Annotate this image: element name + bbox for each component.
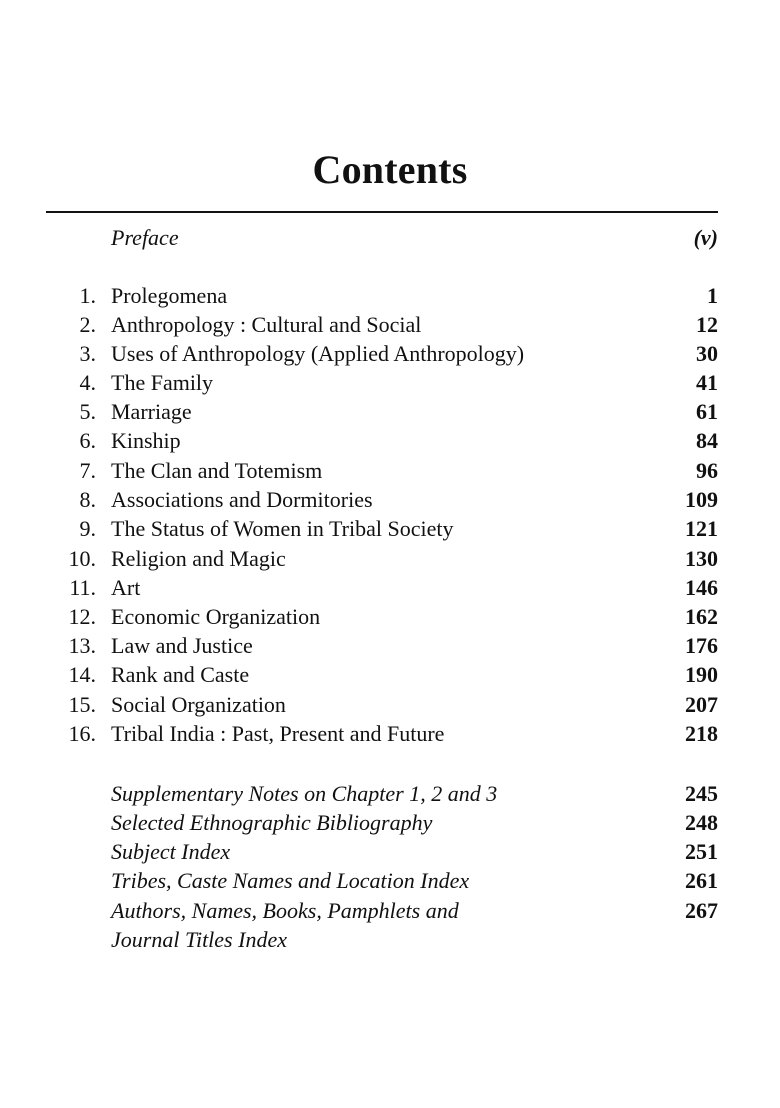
toc-chapter-14[interactable] [0, 660, 780, 689]
chapter-title: Anthropology : Cultural and Social [111, 312, 422, 337]
chapter-page: 176 [685, 633, 718, 658]
back-matter-page: 251 [685, 839, 718, 864]
toc-back-matter-authors-index[interactable] [0, 896, 780, 925]
chapter-title: Kinship [111, 428, 181, 453]
toc-chapter-9[interactable] [0, 514, 780, 543]
chapter-page: 96 [696, 458, 718, 483]
chapter-number: 4. [79, 370, 96, 395]
toc-chapter-4[interactable] [0, 368, 780, 397]
chapter-number: 6. [79, 428, 96, 453]
chapter-title: The Clan and Totemism [111, 458, 323, 483]
chapter-number: 9. [79, 516, 96, 541]
toc-entry-preface[interactable] [0, 223, 780, 252]
toc-chapter-16[interactable] [0, 719, 780, 748]
toc-chapter-1[interactable] [0, 281, 780, 310]
toc-chapter-2[interactable] [0, 310, 780, 339]
toc-entry-page: (v) [693, 225, 718, 250]
back-matter-title: Tribes, Caste Names and Location Index [111, 868, 470, 893]
chapter-number: 14. [68, 662, 96, 687]
chapter-page: 12 [696, 312, 718, 337]
chapter-page: 41 [696, 370, 718, 395]
toc-chapter-8[interactable] [0, 485, 780, 514]
chapter-title: Art [111, 575, 141, 600]
toc-back-matter-subject-index[interactable] [0, 837, 780, 866]
chapter-title: Religion and Magic [111, 546, 286, 571]
back-matter-title: Selected Ethnographic Bibliography [111, 810, 433, 835]
chapter-title: Prolegomena [111, 283, 228, 308]
chapter-number: 16. [68, 721, 96, 746]
chapter-page: 130 [685, 546, 718, 571]
chapter-page: 61 [696, 399, 718, 424]
back-matter-page: 261 [685, 868, 718, 893]
back-matter-title-continuation: Journal Titles Index [111, 927, 287, 952]
chapter-page: 1 [707, 283, 718, 308]
toc-chapter-3[interactable] [0, 339, 780, 368]
page-title: Contents [312, 147, 468, 192]
chapter-number: 8. [79, 487, 96, 512]
chapter-title: The Family [111, 370, 214, 395]
toc-chapter-5[interactable] [0, 397, 780, 426]
back-matter-page: 248 [685, 810, 718, 835]
chapter-number: 12. [68, 604, 96, 629]
chapter-page: 207 [685, 692, 718, 717]
toc-chapter-13[interactable] [0, 631, 780, 660]
back-matter-title: Supplementary Notes on Chapter 1, 2 and 3 [111, 781, 498, 806]
chapter-number: 10. [68, 546, 96, 571]
toc-back-matter-bibliography[interactable] [0, 808, 780, 837]
chapter-title: Law and Justice [111, 633, 253, 658]
chapter-number: 11. [69, 575, 96, 600]
chapter-number: 13. [68, 633, 96, 658]
back-matter-page: 267 [685, 898, 718, 923]
chapter-title: Marriage [111, 399, 192, 424]
chapter-page: 84 [696, 428, 718, 453]
chapter-number: 5. [79, 399, 96, 424]
chapter-page: 190 [685, 662, 718, 687]
chapter-number: 7. [79, 458, 96, 483]
chapter-page: 30 [696, 341, 718, 366]
chapter-title: Associations and Dormitories [111, 487, 373, 512]
chapter-title: Rank and Caste [111, 662, 250, 687]
toc-back-matter-supplementary-notes[interactable] [0, 779, 780, 808]
chapter-page: 146 [685, 575, 718, 600]
chapter-page: 109 [685, 487, 718, 512]
back-matter-title: Authors, Names, Books, Pamphlets and [111, 898, 459, 923]
toc-chapter-15[interactable] [0, 690, 780, 719]
chapter-number: 1. [79, 283, 96, 308]
chapter-page: 121 [685, 516, 718, 541]
chapter-title: Economic Organization [111, 604, 321, 629]
chapter-page: 218 [685, 721, 718, 746]
toc-back-matter-tribes-index[interactable] [0, 866, 780, 895]
toc-chapter-6[interactable] [0, 426, 780, 455]
title-rule [46, 211, 718, 213]
chapter-title: Social Organization [111, 692, 286, 717]
chapter-title: Tribal India : Past, Present and Future [111, 721, 445, 746]
back-matter-title: Subject Index [111, 839, 231, 864]
chapter-title: Uses of Anthropology (Applied Anthropology) [111, 341, 525, 366]
chapter-number: 2. [79, 312, 96, 337]
toc-chapter-7[interactable] [0, 456, 780, 485]
back-matter-page: 245 [685, 781, 718, 806]
toc-chapter-10[interactable] [0, 544, 780, 573]
toc-chapter-12[interactable] [0, 602, 780, 631]
toc-chapter-11[interactable] [0, 573, 780, 602]
toc-entry-label: Preface [111, 225, 179, 250]
chapter-number: 3. [79, 341, 96, 366]
chapter-page: 162 [685, 604, 718, 629]
chapter-number: 15. [68, 692, 96, 717]
chapter-title: The Status of Women in Tribal Society [111, 516, 454, 541]
